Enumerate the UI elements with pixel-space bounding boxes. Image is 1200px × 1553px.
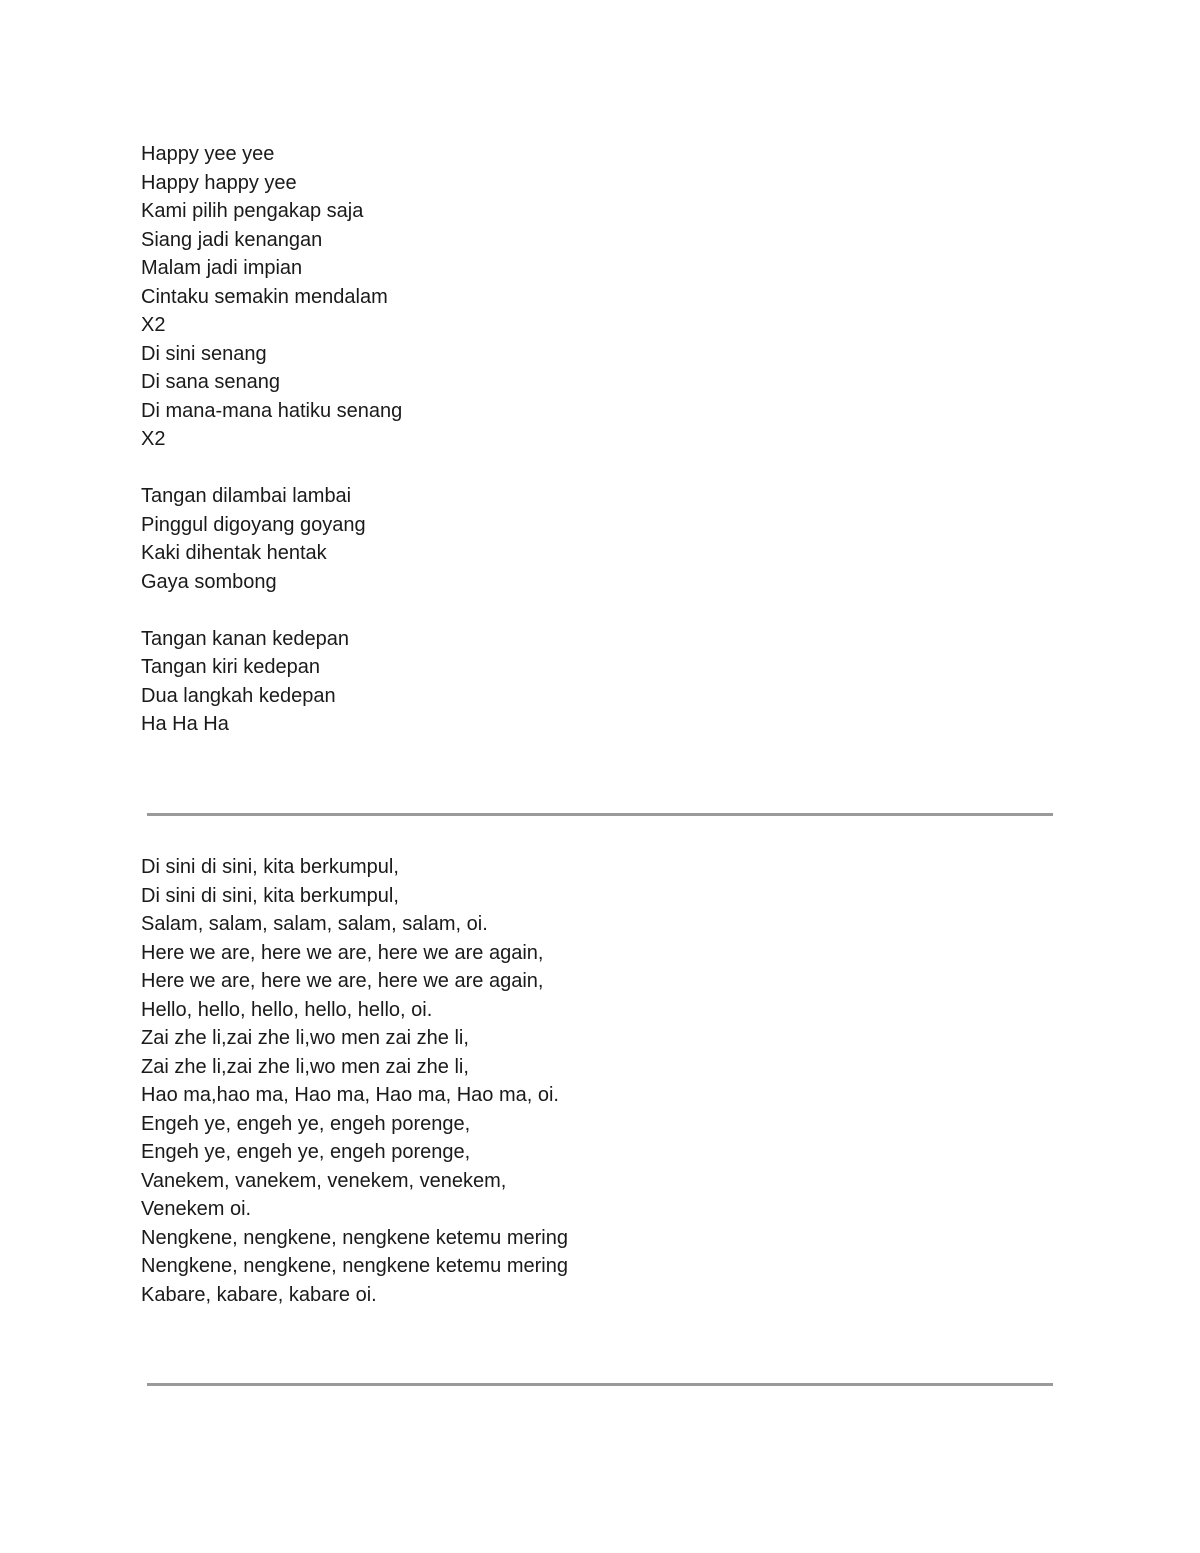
lyric-line: Di sana senang: [141, 371, 280, 393]
lyric-line: Di sini di sini, kita berkumpul,: [141, 884, 399, 907]
stanza-gap: [141, 454, 402, 483]
lyric-line: Tangan kiri kedepan: [141, 656, 321, 678]
lyric-line: Nengkene, nengkene, nengkene ketemu mering: [141, 1255, 568, 1277]
lyric-line: Nengkene, nengkene, nengkene ketemu mering: [141, 1226, 568, 1249]
lyric-line: Kaki dihentak hentak: [141, 542, 327, 564]
lyric-line: Zai zhe li,zai zhe li,wo men zai zhe li,: [141, 1055, 469, 1078]
horizontal-divider: [147, 813, 1053, 816]
lyric-line: Di sini senang: [141, 342, 267, 365]
lyric-line: Happy happy yee: [141, 171, 297, 194]
song-two-lyrics: [141, 853, 568, 1309]
lyric-line: Here we are, here we are, here we are again,: [141, 970, 544, 992]
lyric-line: Zai zhe li,zai zhe li,wo men zai zhe li,: [141, 1027, 469, 1049]
lyric-line: Di mana-mana hatiku senang: [141, 399, 403, 422]
horizontal-divider: [147, 1383, 1053, 1386]
lyric-line: Hao ma,hao ma, Hao ma, Hao ma, Hao ma, oi.: [141, 1084, 559, 1106]
lyric-line: Cintaku semakin mendalam: [141, 285, 388, 308]
lyric-line: Ha Ha Ha: [141, 713, 229, 735]
lyric-line: Here we are, here we are, here we are again,: [141, 941, 544, 964]
lyric-line: Tangan kanan kedepan: [141, 627, 349, 650]
lyric-line: Malam jadi impian: [141, 257, 303, 279]
song-one-lyrics: [141, 140, 402, 739]
lyric-line: Venekem oi.: [141, 1198, 252, 1220]
repeat-marker: X2: [141, 314, 166, 336]
lyric-line: Engeh ye, engeh ye, engeh porenge,: [141, 1112, 471, 1135]
stanza-gap: [141, 596, 402, 625]
lyric-line: Kabare, kabare, kabare oi.: [141, 1283, 377, 1306]
lyric-line: Engeh ye, engeh ye, engeh porenge,: [141, 1141, 471, 1163]
lyric-line: Vanekem, vanekem, venekem, venekem,: [141, 1169, 507, 1192]
lyric-line: Salam, salam, salam, salam, salam, oi.: [141, 913, 488, 935]
lyric-line: Tangan dilambai lambai: [141, 485, 352, 507]
lyric-line: Pinggul digoyang goyang: [141, 513, 366, 536]
lyric-line: Siang jadi kenangan: [141, 228, 323, 251]
lyric-line: Di sini di sini, kita berkumpul,: [141, 856, 399, 878]
lyric-line: Kami pilih pengakap saja: [141, 200, 364, 222]
lyric-line: Gaya sombong: [141, 570, 277, 593]
lyric-line: Dua langkah kedepan: [141, 684, 336, 707]
repeat-marker: X2: [141, 428, 166, 450]
lyric-line: Hello, hello, hello, hello, hello, oi.: [141, 998, 433, 1021]
lyric-line: Happy yee yee: [141, 143, 275, 165]
